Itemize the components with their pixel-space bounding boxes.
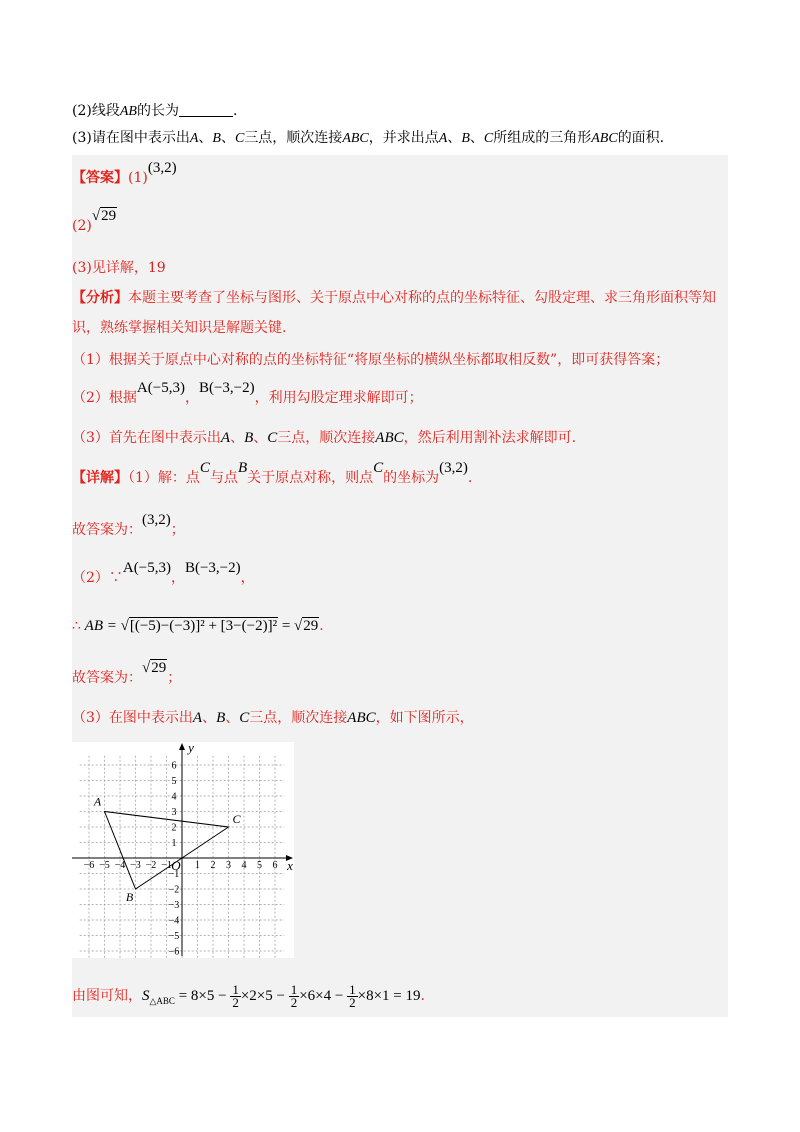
detail-text: 故答案为： bbox=[72, 670, 142, 686]
answer-2-label: (2) bbox=[72, 218, 92, 234]
analysis-line-2: 识，熟练掌握相关知识是解题关键. bbox=[72, 320, 287, 336]
x-tick-label: 5 bbox=[257, 860, 262, 871]
point-c-coords: (3,2) bbox=[439, 460, 468, 476]
var: C bbox=[373, 460, 384, 476]
detail-text: （3）在图中表示出 bbox=[72, 710, 193, 726]
frac-num: 1 bbox=[290, 982, 298, 997]
y-tick-label: 1 bbox=[171, 838, 177, 849]
var: C bbox=[199, 460, 210, 476]
analysis-text: ， bbox=[184, 390, 199, 406]
q3-var: ABC bbox=[591, 131, 618, 146]
triangle bbox=[93, 795, 242, 905]
q3-var: ABC bbox=[342, 131, 369, 146]
q3-var: B bbox=[212, 131, 221, 146]
analysis-text: 本题主要考查了坐标与图形、关于原点中心对称的点的坐标特征、勾股定理、求三角形面积等知 bbox=[128, 290, 716, 306]
analysis-text: （3）首先在图中表示出 bbox=[72, 430, 221, 446]
var: B bbox=[216, 710, 226, 726]
q3-sep: 、 bbox=[447, 130, 462, 146]
q3-var: A bbox=[438, 131, 448, 146]
y-tick-label: −6 bbox=[168, 946, 180, 958]
frac-den: 2 bbox=[349, 995, 356, 1010]
var: A bbox=[192, 710, 203, 726]
question-2 bbox=[72, 101, 237, 122]
y-tick-label: −2 bbox=[168, 884, 180, 896]
eq: = bbox=[281, 618, 291, 634]
area-term: ×6×4 − bbox=[299, 987, 344, 1004]
answer-value: 29 bbox=[151, 660, 167, 676]
y-tick-label: −3 bbox=[168, 900, 180, 911]
detail-text: . bbox=[467, 470, 473, 486]
x-tick-label: 2 bbox=[210, 860, 216, 871]
var: A bbox=[220, 430, 231, 446]
sep: 、 bbox=[253, 430, 268, 446]
answer-tag: 【答案】 bbox=[72, 170, 128, 186]
x-tick-label: −3 bbox=[130, 860, 141, 871]
q3-label: (3)请在图中表示出 bbox=[72, 130, 190, 146]
answer-line-2: (2)√29 bbox=[72, 208, 117, 234]
axes bbox=[72, 743, 293, 956]
point-label-a: A bbox=[93, 794, 102, 809]
frac-num: 1 bbox=[232, 982, 239, 997]
y-tick-label: 5 bbox=[171, 776, 177, 787]
area-term: ×8×1 = 19 bbox=[357, 987, 421, 1004]
var: ABC bbox=[347, 710, 376, 726]
detail-text: . bbox=[420, 987, 425, 1004]
x-tick-label: −2 bbox=[145, 860, 157, 871]
point-a-coords: A(−5,3) bbox=[136, 380, 185, 396]
detail-text: 三点，顺次连接 bbox=[249, 710, 348, 726]
q3-text: 三点，顺次连接 bbox=[244, 130, 343, 146]
analysis-line-5 bbox=[72, 428, 576, 448]
detail-text: 关于原点对称，则点 bbox=[247, 470, 374, 486]
answer-1-value: (3,2) bbox=[147, 160, 177, 176]
y-tick-label: 2 bbox=[171, 822, 177, 834]
q2-label: (2)线段 bbox=[72, 103, 120, 119]
sep: 、 bbox=[202, 710, 217, 726]
tick-labels bbox=[84, 742, 293, 958]
origin-label: O bbox=[171, 858, 181, 873]
area-symbol: S bbox=[142, 987, 150, 1004]
sep: 、 bbox=[230, 430, 245, 446]
detail-text: 的坐标为 bbox=[383, 470, 440, 486]
area-term: = 8×5 − bbox=[178, 987, 227, 1004]
graph-svg bbox=[72, 742, 294, 958]
point-a-coords: A(−5,3) bbox=[122, 560, 171, 576]
y-tick-label: 6 bbox=[171, 760, 177, 772]
q3-end: 的面积. bbox=[617, 130, 665, 146]
x-tick-label: −1 bbox=[161, 860, 172, 871]
y-axis-arrow bbox=[179, 743, 185, 750]
detail-text: 故答案为： bbox=[72, 522, 142, 538]
q3-sep: 、 bbox=[198, 130, 213, 146]
point-b-coords: B(−3,−2) bbox=[184, 560, 241, 576]
analysis-line-1 bbox=[72, 288, 716, 308]
detail-text: （1）解：点 bbox=[128, 470, 200, 486]
y-tick-label: −5 bbox=[168, 931, 180, 942]
analysis-tag: 【分析】 bbox=[72, 290, 128, 306]
detail-tag: 【详解】 bbox=[72, 470, 128, 486]
detail-text: ， bbox=[240, 570, 255, 586]
q3-var: A bbox=[189, 131, 199, 146]
q2-text: 的长为 bbox=[136, 103, 179, 119]
detail-ab-formula: ∴ AB = √[(−5)−(−3)]² + [3−(−2)]² = √29. bbox=[72, 618, 324, 634]
x-tick-label: 3 bbox=[226, 860, 231, 871]
fraction-half bbox=[347, 984, 358, 1009]
detail-text: （2）∵ bbox=[72, 570, 123, 586]
detail-area-formula bbox=[72, 984, 425, 1011]
frac-den: 2 bbox=[232, 995, 239, 1010]
analysis-text: 三点，顺次连接 bbox=[277, 430, 376, 446]
point-label-b: B bbox=[125, 890, 134, 904]
x-tick-label: 1 bbox=[195, 860, 200, 871]
fraction-half bbox=[230, 984, 241, 1009]
ab-value: 29 bbox=[303, 618, 319, 634]
x-axis-label: x bbox=[287, 858, 293, 873]
question-3 bbox=[72, 128, 664, 149]
answer-2-value: 29 bbox=[101, 208, 117, 224]
detail-answer-2: 故答案为：√29； bbox=[72, 660, 182, 686]
frac-den: 2 bbox=[290, 995, 298, 1010]
area-term: ×2×5 − bbox=[240, 987, 285, 1004]
var: ABC bbox=[375, 430, 404, 446]
q3-var: B bbox=[461, 131, 470, 146]
detail-text: ，如下图所示， bbox=[375, 710, 474, 726]
q3-sep: 、 bbox=[220, 130, 235, 146]
y-axis-label: y bbox=[188, 742, 194, 755]
detail-line-3 bbox=[72, 708, 474, 728]
q3-var: C bbox=[483, 131, 494, 146]
var: C bbox=[239, 710, 250, 726]
var: C bbox=[267, 430, 278, 446]
x-tick-label: −4 bbox=[114, 860, 126, 871]
detail-text: 与点 bbox=[209, 470, 238, 486]
detail-text: ； bbox=[170, 522, 185, 538]
analysis-text: （2）根据 bbox=[72, 390, 137, 406]
y-tick-label: −1 bbox=[168, 869, 180, 880]
x-tick-label: 4 bbox=[241, 860, 247, 871]
frac-num: 1 bbox=[349, 982, 356, 997]
x-tick-label: −6 bbox=[83, 860, 95, 871]
analysis-text: ，利用勾股定理求解即可； bbox=[254, 390, 423, 406]
answer-blank bbox=[179, 102, 233, 117]
detail-text: ， bbox=[170, 570, 185, 586]
var: B bbox=[237, 460, 248, 476]
q3-text: ，并求出点 bbox=[368, 130, 439, 146]
coordinate-graph bbox=[72, 742, 294, 958]
analysis-line-4 bbox=[72, 380, 423, 408]
q3-var: C bbox=[234, 131, 245, 146]
q2-end: . bbox=[232, 103, 238, 119]
y-tick-label: 3 bbox=[171, 807, 177, 818]
detail-line-1 bbox=[72, 460, 473, 488]
detail-text: 由图可知， bbox=[72, 987, 142, 1004]
fraction-half bbox=[289, 984, 300, 1009]
answer-line-1 bbox=[72, 160, 177, 188]
detail-line-2 bbox=[72, 560, 255, 588]
answer-line-3: (3)见详解，19 bbox=[72, 260, 166, 276]
q2-var: AB bbox=[119, 104, 137, 119]
answer-value: (3,2) bbox=[142, 512, 171, 528]
detail-text: ； bbox=[167, 670, 182, 686]
y-tick-label: 4 bbox=[171, 791, 177, 803]
x-tick-label: −5 bbox=[99, 860, 110, 871]
q3-sep: 、 bbox=[469, 130, 484, 146]
sep: 、 bbox=[225, 710, 240, 726]
y-tick-label: −4 bbox=[168, 915, 180, 927]
point-b-coords: B(−3,−2) bbox=[198, 380, 255, 396]
answer-1-label: (1) bbox=[128, 170, 148, 186]
x-tick-label: 6 bbox=[272, 860, 278, 871]
ab-radicand: [(−5)−(−3)]² + [3−(−2)]² bbox=[129, 618, 278, 634]
point-label-c: C bbox=[232, 812, 241, 826]
ab-lhs: AB = bbox=[84, 618, 117, 634]
detail-answer-1 bbox=[72, 512, 185, 540]
q3-text: 所组成的三角形 bbox=[493, 130, 592, 146]
therefore-symbol: ∴ bbox=[72, 618, 81, 634]
area-subscript: △ABC bbox=[149, 995, 175, 1006]
analysis-line-3: （1）根据关于原点中心对称的点的坐标特征“将原坐标的横纵坐标都取相反数”，即可获得答案； bbox=[72, 352, 670, 368]
detail-text: . bbox=[319, 618, 324, 634]
analysis-text: ，然后利用割补法求解即可. bbox=[403, 430, 577, 446]
var: B bbox=[244, 430, 254, 446]
